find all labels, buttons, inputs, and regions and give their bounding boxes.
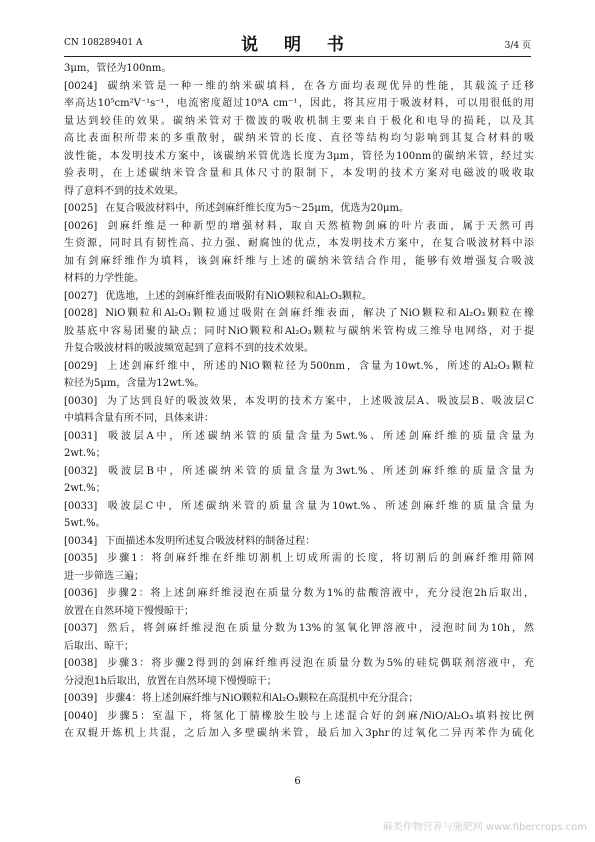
paragraph-number: [0035] (64, 553, 98, 564)
line-text: 吸波层B中，所述碳纳米管的质量含量为3wt.%、所述剑麻纤维的质量含量为 (105, 465, 534, 477)
line-text: 3μm，管径为100nm。 (64, 63, 172, 74)
paragraph-number: [0024] (64, 80, 98, 92)
paragraph-number: [0028] (64, 308, 98, 319)
text-line (64, 393, 534, 411)
header-rule (64, 56, 531, 57)
text-line (64, 340, 534, 358)
line-text: 剑麻纤维是一种新型的增强材料，取自天然植物剑麻的叶片表面，属于天然可再 (105, 220, 534, 232)
page-indicator: 3/4 页 (504, 41, 531, 51)
paragraph-number: [0040] (64, 710, 98, 722)
text-line (64, 253, 534, 271)
paragraph-number: [0033] (64, 500, 98, 512)
line-text: 材料的力学性能。 (64, 273, 144, 284)
line-text: 粒径为5μm，含量为12wt.%。 (64, 378, 205, 389)
text-line (64, 445, 534, 463)
line-text: 升复合吸波材料的吸波频宽起到了意料不到的技术效果。 (64, 343, 314, 354)
document-type-title: 说 明 书 (241, 35, 354, 55)
text-line (64, 533, 534, 551)
paragraph-number: [0031] (64, 430, 98, 442)
line-text: 下面描述本发明所述复合吸波材料的制备过程： (105, 535, 316, 547)
line-text: 然后，将剑麻纤维浸泡在质量分数为13%的氢氧化钾溶液中，浸泡时间为10h，然 (105, 623, 534, 634)
text-line (64, 585, 534, 603)
text-line (64, 113, 534, 131)
line-text: 量达到较佳的效果。碳纳米管对于微波的吸收机制主要来自于极化和电导的损耗，以及其 (64, 115, 534, 127)
text-line (64, 235, 534, 253)
text-line (64, 305, 534, 323)
paragraph-number: [0032] (64, 465, 98, 477)
line-text: NiO颗粒和Al₂O₃颗粒通过吸附在剑麻纤维表面，解决了NiO颗粒和Al₂O₃颗粒在橡 (105, 308, 534, 319)
text-line (64, 725, 534, 743)
text-line (64, 690, 534, 708)
text-line (64, 498, 534, 516)
text-line (64, 655, 534, 673)
text-line (64, 218, 534, 236)
paragraph-number: [0030] (64, 395, 98, 407)
text-line (64, 673, 534, 691)
text-line (64, 708, 534, 726)
page-number: 6 (294, 776, 301, 787)
text-line (64, 515, 534, 533)
line-text: 步骤5：室温下，将氢化丁腈橡胶生胶与上述混合好的剑麻/NiO/Al₂O₃填料按比例 (105, 710, 534, 722)
line-text: 上述剑麻纤维中，所述的NiO颗粒径为500nm，含量为10wt.%，所述的Al₂O₃颗粒 (105, 360, 534, 372)
line-text: 高比表面积所带来的多重散射，碳纳米管的长度、直径等结构均匀影响到其复合材料的吸 (64, 133, 534, 144)
line-text: 5wt.%。 (64, 518, 106, 529)
paragraph-number: [0037] (64, 623, 98, 634)
line-text: 在双辊开炼机上共混，之后加入多壁碳纳米管，最后加入3phr的过氧化二异丙苯作为硫化 (64, 728, 534, 739)
text-line (64, 95, 534, 113)
line-text: 吸波层A中，所述碳纳米管的质量含量为5wt.%、所述剑麻纤维的质量含量为 (105, 430, 534, 442)
text-line (64, 165, 534, 183)
line-text: 得了意料不到的技术效果。 (64, 185, 184, 197)
line-text: 放置在自然环境下慢慢晾干； (64, 605, 194, 617)
line-text: 波性能，本发明技术方案中，该碳纳米管优选长度为3μm，管径为100nm的碳纳米管，经过实 (64, 150, 534, 162)
line-text: 步骤3：将步骤2得到的剑麻纤维再浸泡在质量分数为5%的硅烷偶联剂溶液中，充 (105, 658, 534, 669)
text-line (64, 323, 534, 341)
paragraph-number: [0036] (64, 588, 98, 599)
line-text: 步骤4：将上述剑麻纤维与NiO颗粒和Al₂O₃颗粒在高混机中充分混合； (105, 693, 419, 704)
line-text: 分浸泡1h后取出，放置在自然环境下慢慢晾干； (64, 675, 277, 687)
line-text: 加有剑麻纤维作为填料，该剑麻纤维与上述的碳纳米管结合作用，能够有效增强复合吸波 (64, 255, 534, 267)
document-number: CN 108289401 A (64, 38, 143, 48)
line-text: 步骤1：将剑麻纤维在纤维切割机上切成所需的长度，将切割后的剑麻纤维用筛网 (105, 553, 534, 564)
paragraph-number: [0038] (64, 658, 98, 669)
text-line (64, 480, 534, 498)
paragraph-number: [0039] (64, 693, 98, 704)
text-line (64, 288, 534, 306)
text-line (64, 603, 534, 621)
text-line (64, 620, 534, 638)
text-line (64, 358, 534, 376)
site-watermark: 麻类作物营养与施肥网 www.fibercrops.com (382, 822, 587, 833)
line-text: 验表明，在上述碳纳米管含量和具体尺寸的限制下，本发明的技术方案对电磁波的吸收取 (64, 168, 534, 179)
line-text: 在复合吸波材料中，所述剑麻纤维长度为5～25μm，优选为20μm。 (105, 203, 410, 214)
paragraph-number: [0029] (64, 360, 98, 372)
text-line (64, 183, 534, 201)
line-text: 胶基底中容易团聚的缺点；同时NiO颗粒和Al₂O₃颗粒与碳纳米管构成三维导电网络，对于提 (64, 325, 534, 337)
text-line (64, 550, 534, 568)
text-line (64, 270, 534, 288)
text-line (64, 375, 534, 393)
paragraph-number: [0026] (64, 220, 98, 232)
line-text: 步骤2：将上述剑麻纤维浸泡在质量分数为1%的盐酸溶液中，充分浸泡2h后取出， (105, 588, 534, 599)
line-text: 吸波层C中，所述碳纳米管的质量含量为10wt.%、所述剑麻纤维的质量含量为 (105, 500, 534, 512)
text-line (64, 428, 534, 446)
line-text: 为了达到良好的吸波效果，本发明的技术方案中，上述吸波层A、吸波层B、吸波层C (105, 395, 534, 407)
text-line (64, 78, 534, 96)
text-line (64, 463, 534, 481)
line-text: 中填料含量有所不同，具体来讲： (64, 413, 214, 424)
line-text: 进一步筛选三遍； (64, 570, 144, 582)
text-line (64, 638, 534, 656)
document-body (64, 60, 534, 743)
line-text: 优选地，上述的剑麻纤维表面吸附有NiO颗粒和Al₂O₃颗粒。 (105, 290, 373, 302)
paragraph-number: [0027] (64, 290, 98, 302)
text-line (64, 60, 534, 78)
text-line (64, 410, 534, 428)
text-line (64, 148, 534, 166)
paragraph-number: [0025] (64, 203, 98, 214)
line-text: 后取出、晾干； (64, 640, 134, 652)
page-header (64, 28, 531, 54)
line-text: 2wt.%； (64, 483, 106, 494)
line-text: 2wt.%； (64, 448, 106, 459)
line-text: 生资源，同时具有韧性高、拉力强、耐腐蚀的优点，本发明技术方案中，在复合吸波材料中添 (64, 238, 534, 249)
text-line (64, 568, 534, 586)
paragraph-number: [0034] (64, 535, 98, 547)
line-text: 碳纳米管是一种一维的纳米碳填料，在各方面均表现优异的性能，其载流子迁移 (105, 80, 534, 92)
text-line (64, 200, 534, 218)
text-line (64, 130, 534, 148)
line-text: 率高达10⁵cm²V⁻¹s⁻¹，电流密度超过10⁹A cm⁻¹，因此，将其应用于吸波材料，可以用很低的用 (64, 98, 534, 109)
